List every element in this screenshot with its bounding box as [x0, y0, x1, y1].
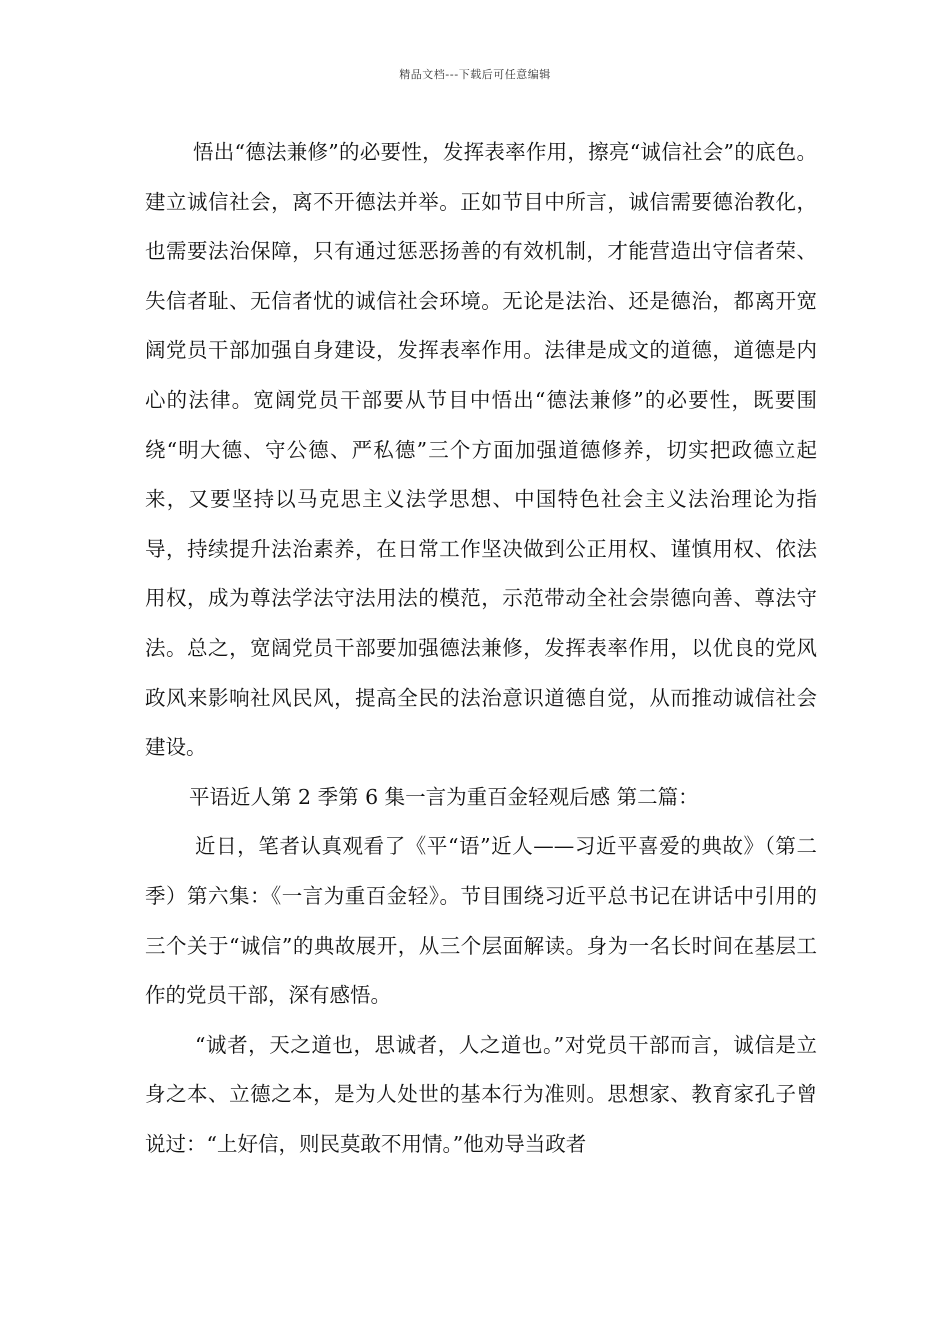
paragraph-2: 近日，笔者认真观看了《平“语”近人——习近平喜爱的典故》（第二季）第六集：《一言为重百金轻》。节目围绕习近平总书记在讲话中引用的三个关于“诚信”的典故展开，从三个层面解读。身为一名长时间在基层工作的党员干部，深有感悟。	[145, 834, 817, 1008]
paragraph-1: 悟出“德法兼修”的必要性，发挥表率作用，擦亮“诚信社会”的底色。建立诚信社会，离不开德法并举。正如节目中所言，诚信需要德治教化，也需要法治保障，只有通过惩恶扬善的有效机制，才能营造出守信者荣、失信者耻、无信者忧的诚信社会环境。无论是法治、还是德治，都离开宽阔党员干部加强自身建设，发挥表率作用。法律是成文的道德，道德是内心的法律。宽阔党员干部要从节目中悟出“德法兼修”的必要性，既要围绕“明大德、守公德、严私德”三个方面加强道德修养，切实把政德立起来，又要坚持以马克思主义法学思想、中国特色社会主义法治理论为指导，持续提升法治素养，在日常工作坚决做到公正用权、谨慎用权、依法用权，成为尊法学法守法用法的模范，示范带动全社会崇德向善、尊法守法。总之，宽阔党员干部要加强德法兼修，发挥表率作用，以优良的党风政风来影响社风民风，提高全民的法治意识道德自觉，从而推动诚信社会建设。	[145, 140, 817, 760]
paragraph-3: “诚者，天之道也，思诚者，人之道也。”对党员干部而言，诚信是立身之本、立德之本，是为人处世的基本行为准则。思想家、教育家孔子曾说过：“上好信，则民莫敢不用情。”他劝导当政者	[145, 1032, 817, 1156]
page-header: 精品文档---下载后可任意编辑	[399, 68, 551, 81]
document-body	[145, 128, 817, 1169]
section-title: 平语近人第 2 季第 6 集一言为重百金轻观后感 第二篇：	[189, 784, 699, 809]
